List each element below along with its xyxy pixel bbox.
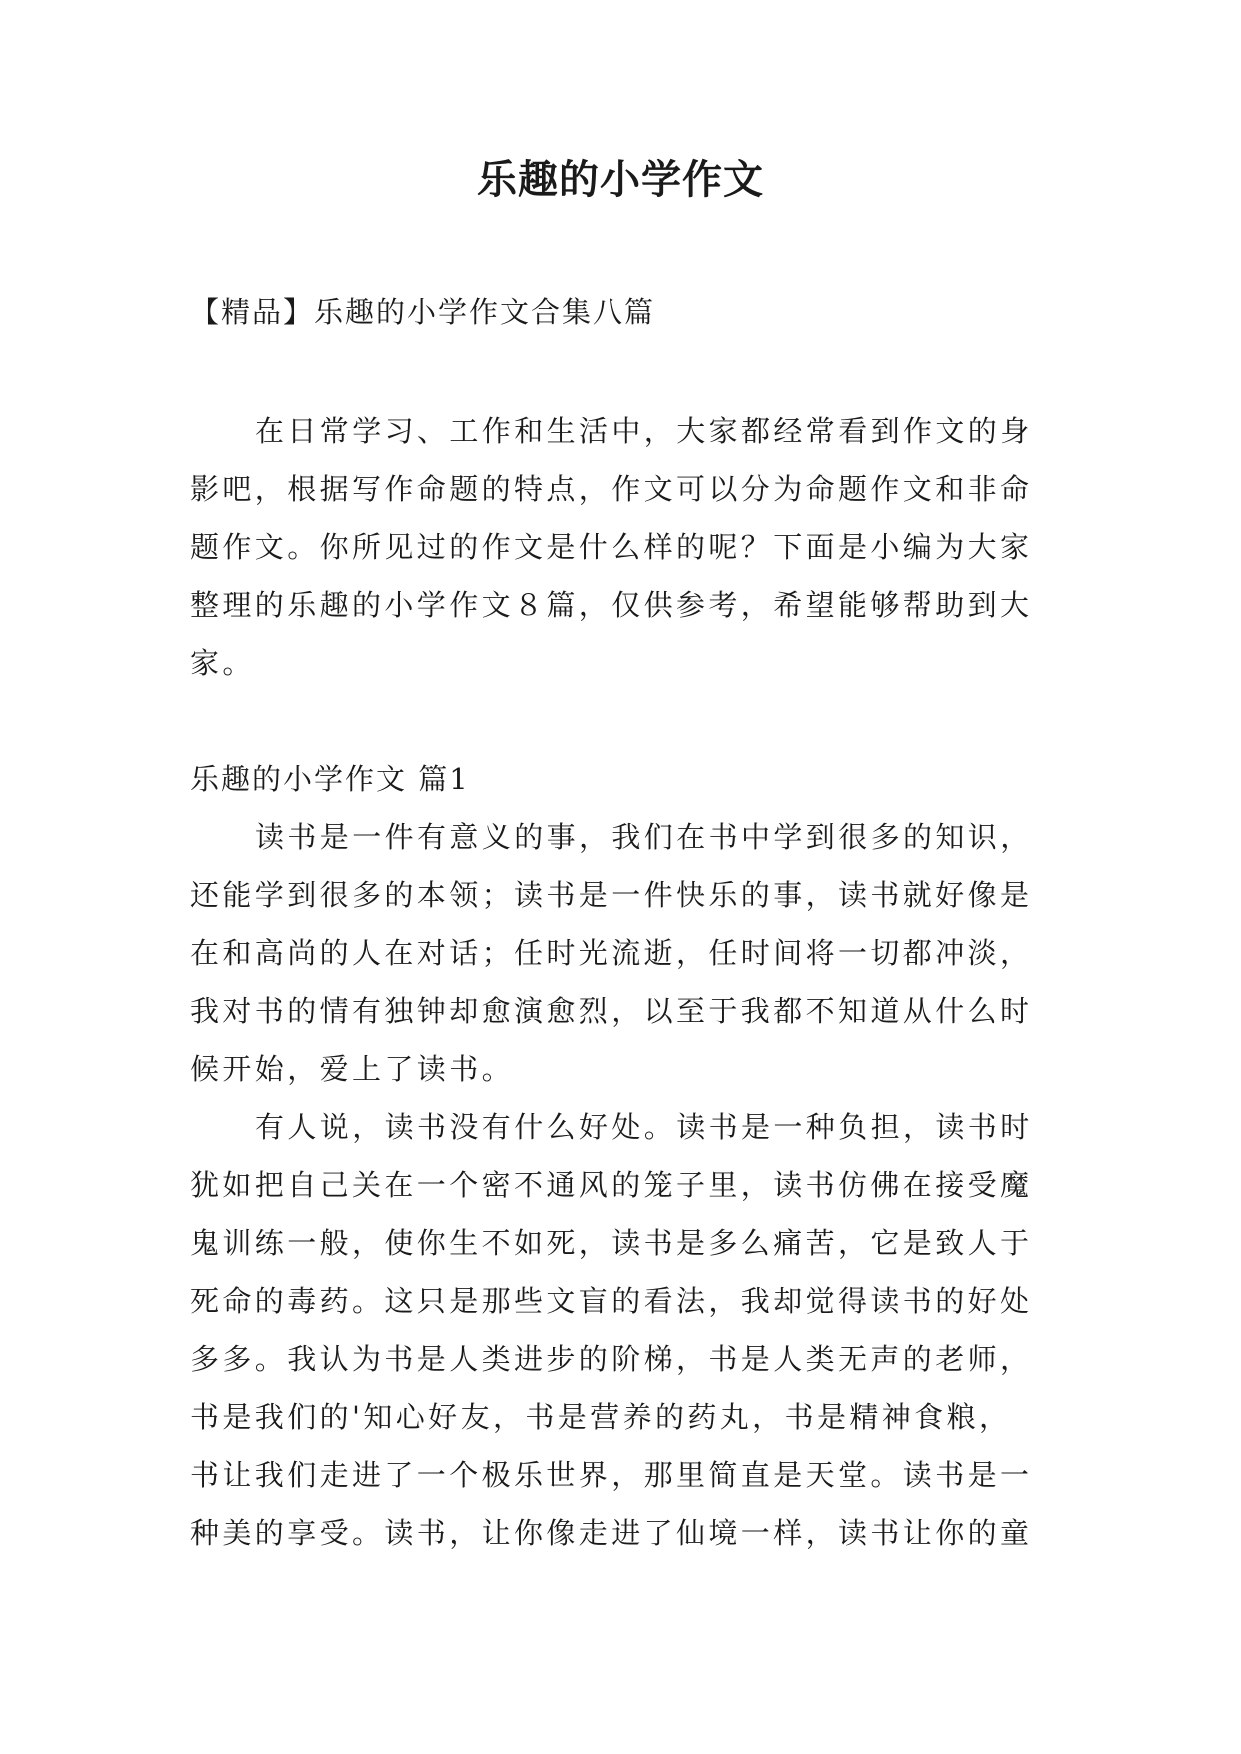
- intro-line: 家。: [190, 646, 255, 680]
- paragraph-line: 书让我们走进了一个极乐世界，那里简直是天堂。读书是一: [190, 1458, 1033, 1492]
- paragraph-line: 死命的毒药。这只是那些文盲的看法，我却觉得读书的好处: [190, 1284, 1033, 1318]
- paragraph-line: 多多。我认为书是人类进步的阶梯，书是人类无声的老师，: [190, 1342, 1033, 1376]
- body-paragraph-2: [190, 1098, 1070, 1562]
- intro-line: 影吧，根据写作命题的特点，作文可以分为命题作文和非命: [190, 472, 1033, 506]
- paragraph-line: 犹如把自己关在一个密不通风的笼子里，读书仿佛在接受魔: [190, 1168, 1033, 1202]
- paragraph-line: 读书是一件有意义的事，我们在书中学到很多的知识，: [255, 820, 1033, 854]
- paragraph-line: 书是我们的'知心好友，书是营养的药丸，书是精神食粮，: [190, 1400, 1012, 1434]
- intro-line: 在日常学习、工作和生活中，大家都经常看到作文的身: [255, 414, 1033, 448]
- body-paragraph-1: [190, 808, 1070, 1098]
- document-subtitle: 【精品】乐趣的小学作文合集八篇: [190, 295, 656, 329]
- intro-line: 整理的乐趣的小学作文８篇，仅供参考，希望能够帮助到大: [190, 588, 1033, 622]
- paragraph-line: 还能学到很多的本领；读书是一件快乐的事，读书就好像是: [190, 878, 1033, 912]
- paragraph-line: 我对书的情有独钟却愈演愈烈，以至于我都不知道从什么时: [190, 994, 1033, 1028]
- intro-paragraph: [190, 402, 1070, 692]
- paragraph-line: 有人说，读书没有什么好处。读书是一种负担，读书时: [255, 1110, 1033, 1144]
- paragraph-line: 候开始，爱上了读书。: [190, 1052, 515, 1086]
- paragraph-line: 种美的享受。读书，让你像走进了仙境一样，读书让你的童: [190, 1516, 1033, 1550]
- intro-line: 题作文。你所见过的作文是什么样的呢？下面是小编为大家: [190, 530, 1033, 564]
- document-title: 乐趣的小学作文: [477, 156, 764, 203]
- section-heading: 乐趣的小学作文 篇1: [190, 762, 470, 796]
- paragraph-line: 鬼训练一般，使你生不如死，读书是多么痛苦，它是致人于: [190, 1226, 1033, 1260]
- paragraph-line: 在和高尚的人在对话；任时光流逝，任时间将一切都冲淡，: [190, 936, 1033, 970]
